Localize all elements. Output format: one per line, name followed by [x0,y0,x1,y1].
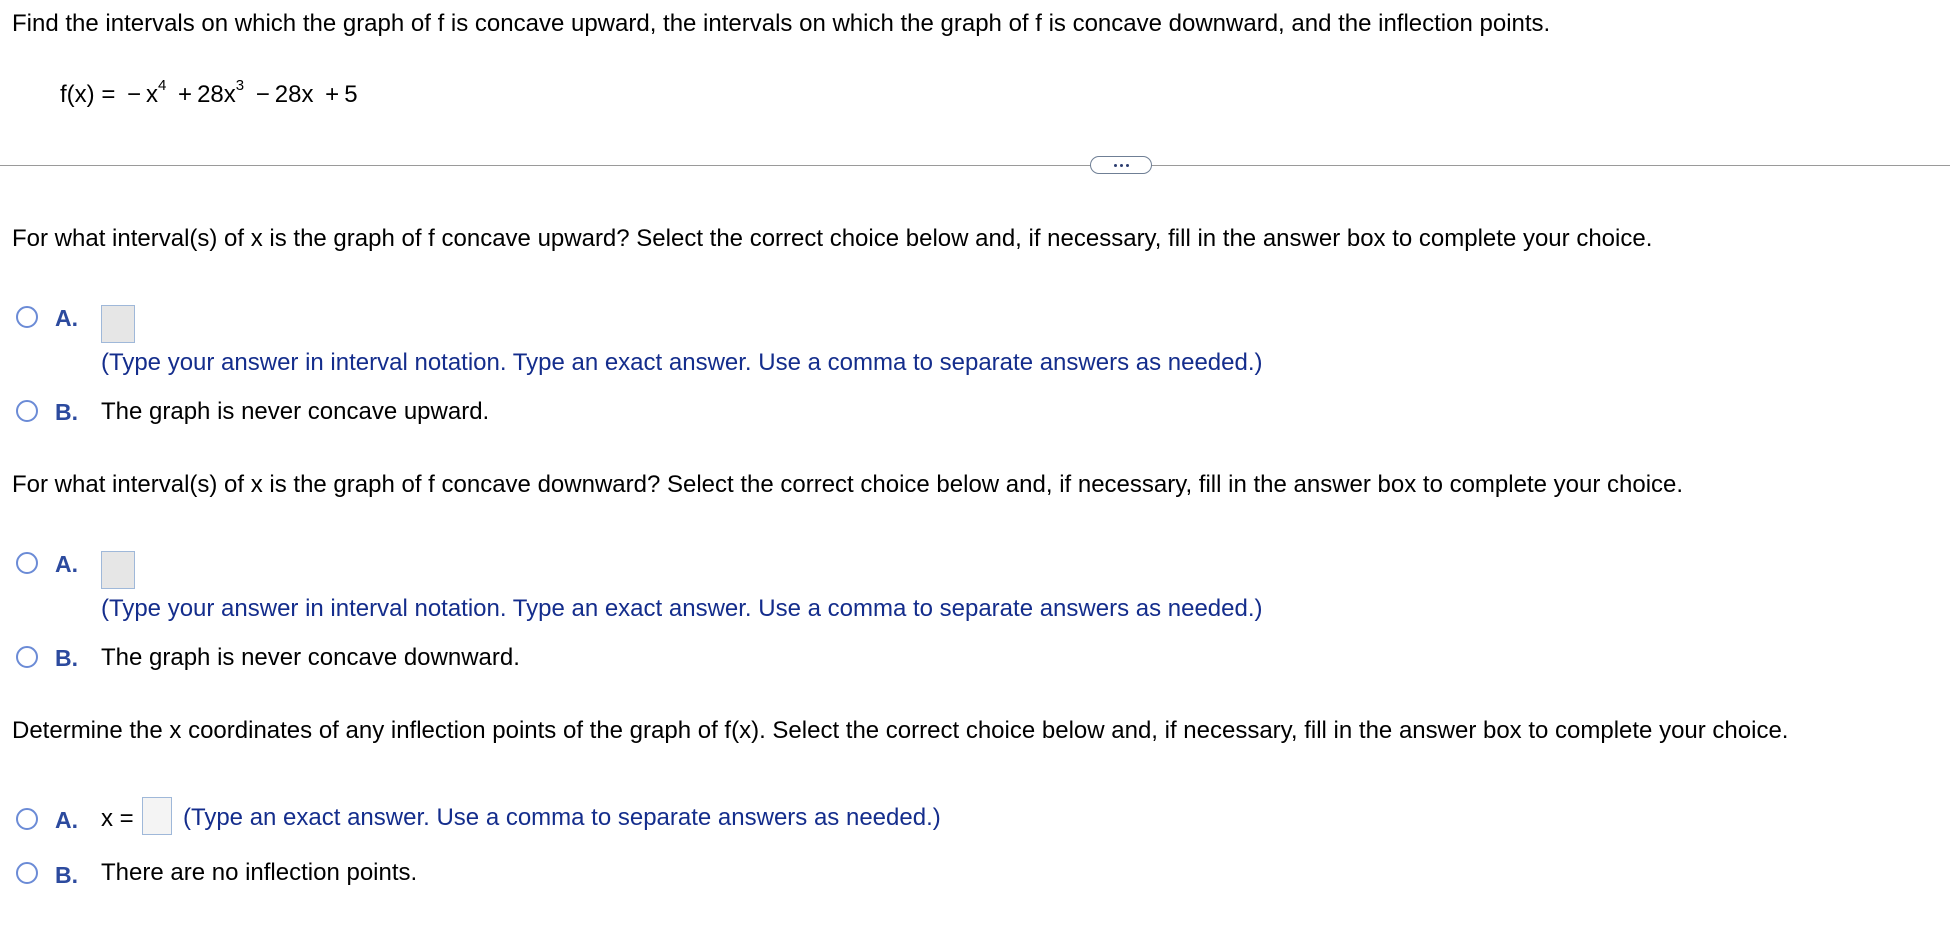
function-minus: − [255,81,270,108]
function-term: 5 [344,81,358,108]
interval-answer-box[interactable] [101,305,135,343]
radio-button-icon[interactable] [16,306,38,328]
choice-text: The graph is never concave downward. [101,644,520,671]
choice-text: The graph is never concave upward. [101,398,490,425]
function-plus: + [178,81,193,108]
radio-button-icon[interactable] [16,646,38,668]
question-inflection-points: Determine the x coordinates of any inflection points of the graph of f(x). Select the correct choice below and, if necessary, fill in the answer box to complete your choice. [12,717,1789,744]
question-concave-upward: For what interval(s) of x is the graph of f concave upward? Select the correct choice below and, if necessary, fill in the answer box to complete your choice. [12,225,1653,252]
question-concave-downward: For what interval(s) of x is the graph of f concave downward? Select the correct choice below and, if necessary, fill in the answer box to complete your choice. [12,471,1684,498]
choice-letter: A. [55,551,78,577]
ellipsis-icon [1120,164,1123,167]
function-minus: − [127,81,142,108]
section-divider [0,165,1950,166]
function-term-exponent: 4 [158,77,167,94]
function-term-base: x [146,81,159,108]
problem-prompt: Find the intervals on which the graph of f is concave upward, the intervals on which the graph of f is concave downward, and the inflection points. [12,10,1551,37]
choice-hint: (Type your answer in interval notation. Type an exact answer. Use a comma to separate answers as needed.) [101,595,1263,622]
x-equals-label: x = [101,805,134,832]
function-term: 28x [274,81,314,108]
choice-letter: B. [55,862,78,888]
function-expression [60,77,358,109]
function-term-exponent: 3 [235,77,245,94]
function-lhs: f(x) = [60,81,116,108]
function-plus: + [325,81,340,108]
radio-button-icon[interactable] [16,808,38,830]
function-term-base: 28x [197,81,236,108]
choice-hint: (Type an exact answer. Use a comma to separate answers as needed.) [183,804,941,831]
choice-letter: A. [55,807,78,833]
radio-button-icon[interactable] [16,552,38,574]
ellipsis-icon [1114,164,1117,167]
choice-text: There are no inflection points. [101,859,418,886]
expand-more-button[interactable] [1090,156,1152,174]
radio-button-icon[interactable] [16,400,38,422]
choice-letter: A. [55,305,78,331]
ellipsis-icon [1126,164,1129,167]
inflection-answer-box[interactable] [142,797,172,835]
choice-hint: (Type your answer in interval notation. Type an exact answer. Use a comma to separate answers as needed.) [101,349,1263,376]
interval-answer-box[interactable] [101,551,135,589]
choice-letter: B. [55,399,78,425]
choice-letter: B. [55,645,78,671]
radio-button-icon[interactable] [16,862,38,884]
